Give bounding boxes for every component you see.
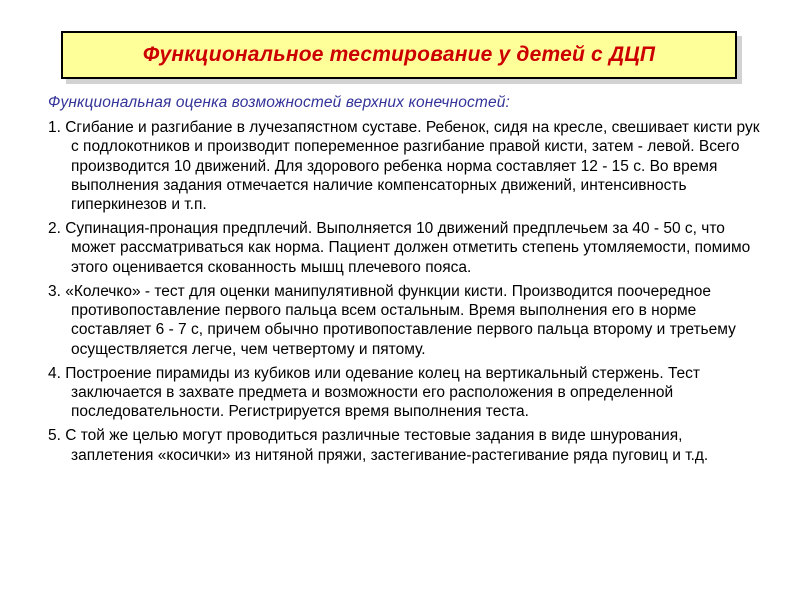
list-item: 5. С той же целью могут проводиться различные тестовые задания в виде шнурования, заплетения «косички» из нитяной пряжи, застегивание-растегивание ряда пуговиц и т.д. <box>48 427 709 464</box>
list-item: 3. «Колечко» - тест для оценки манипулятивной функции кисти. Производится поочередное противопоставление первого пальца всем остальным. Время выполнения его в норме составляет 6 - 7 с, причем обычно противопоставление первого пальца второму и третьему осуществляется легче, чем четвертому и пятому. <box>48 282 736 358</box>
list-item: 1. Сгибание и разгибание в лучезапястном суставе. Ребенок, сидя на кресле, свешивает кисти рук с подлокотников и производит попеременное разгибание правой кисти, затем - левой. Всего производится 10 движений. Для здорового ребенка норма составляет 12 - 15 с. Во время выполнения задания отмечается наличие компенсаторных движений, интенсивность гиперкинезов и т.п. <box>48 119 760 214</box>
section-subtitle: Функциональная оценка возможностей верхних конечностей: <box>48 94 510 111</box>
list-item: 4. Построение пирамиды из кубиков или одевание колец на вертикальный стержень. Тест заключается в захвате предмета и возможности его расположения в определенной последовательности. Регистрируется время выполнения теста. <box>48 364 701 421</box>
title-box <box>61 31 737 79</box>
test-list <box>48 118 768 469</box>
list-item: 2. Супинация-пронация предплечий. Выполняется 10 движений предплечьем за 40 - 50 с, что может рассматриваться как норма. Пациент должен отметить степень утомляемости, помимо этого оценивается скованность мышц плечевого пояса. <box>48 220 751 276</box>
page-title: Функциональное тестирование у детей с ДЦП <box>142 43 656 66</box>
